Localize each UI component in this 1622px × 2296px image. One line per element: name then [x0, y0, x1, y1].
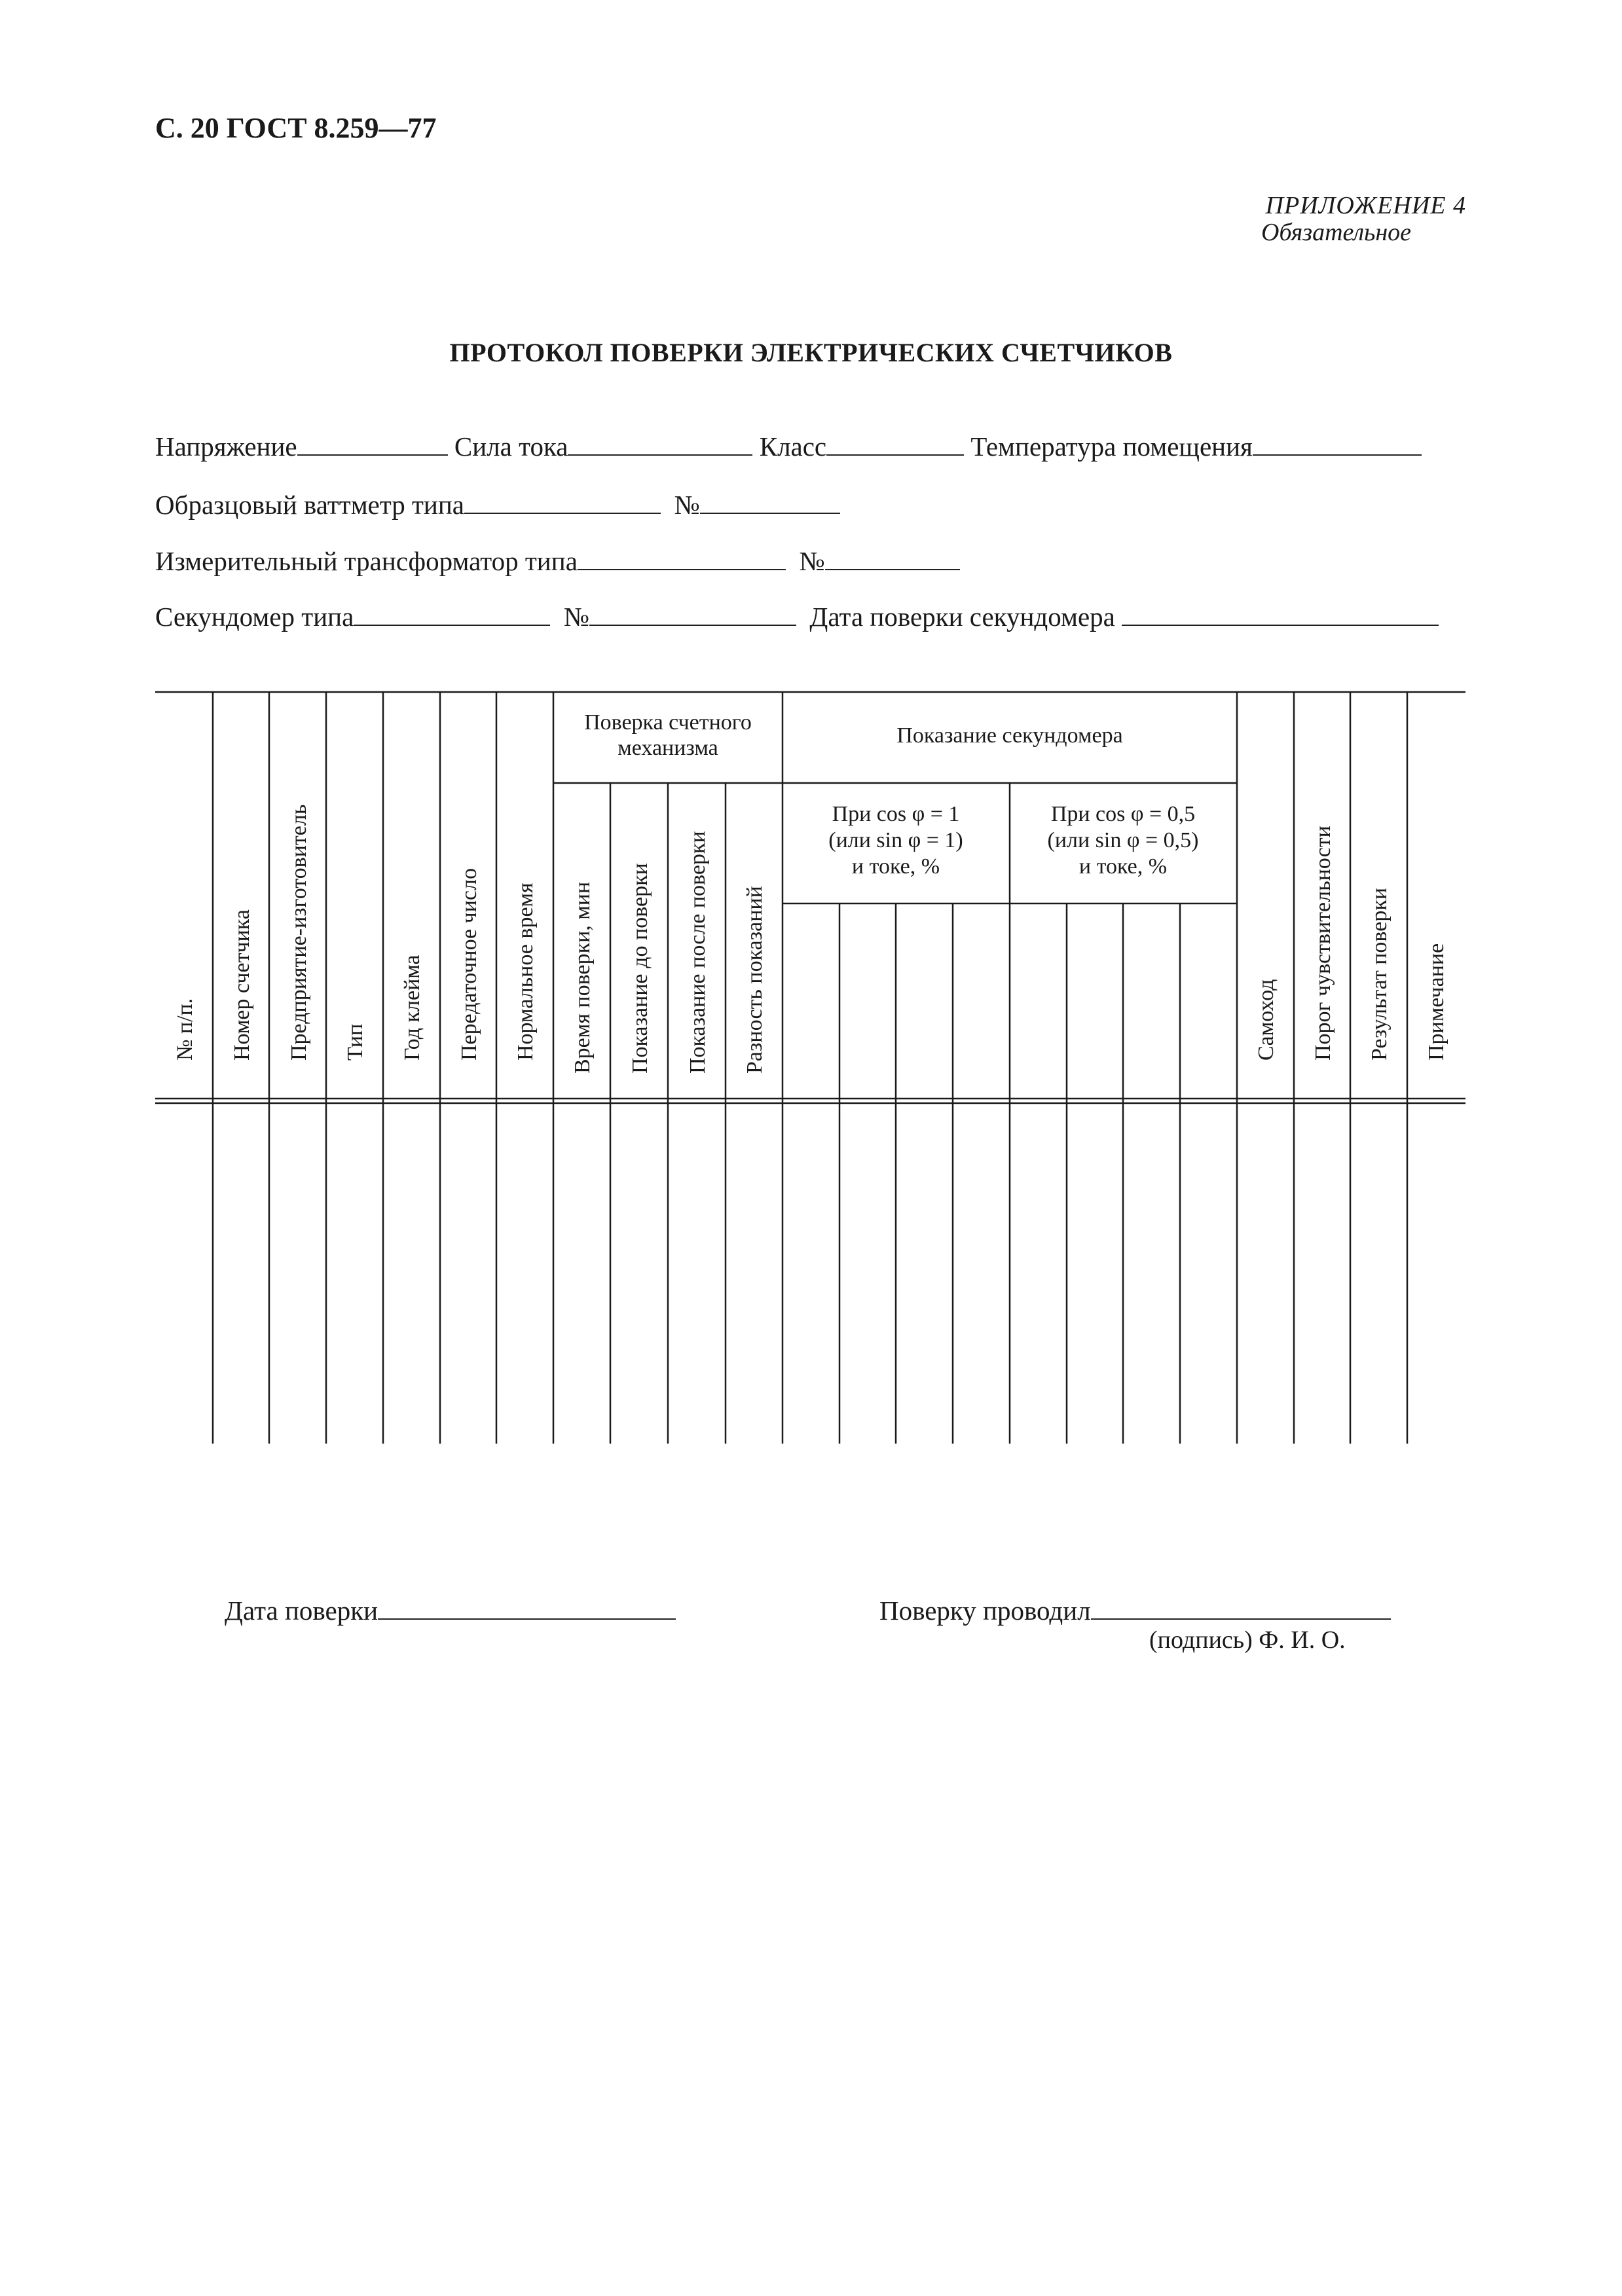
signature-note: (подпись) Ф. И. О. — [1149, 1626, 1346, 1654]
col-sensitivity: Порог чувствительности — [1311, 826, 1335, 1061]
col-time-min: Время поверки, мин — [570, 881, 595, 1074]
performer-field — [879, 1595, 1391, 1626]
col-result: Результат поверки — [1367, 887, 1392, 1061]
room-temp-label: Температура помещения — [970, 431, 1253, 462]
transformer-label: Измерительный трансформатор типа — [155, 546, 578, 576]
sub-cos1-line1: При cos φ = 1 — [832, 802, 960, 826]
col-manufacturer: Предприятие-изготовитель — [287, 804, 311, 1061]
page-header: С. 20 ГОСТ 8.259—77 — [155, 112, 437, 144]
wattmeter-label: Образцовый ваттметр типа — [155, 490, 465, 520]
col-reading-before: Показание до поверки — [628, 863, 652, 1074]
sub-cos1-line2: (или sin φ = 1) — [828, 828, 963, 852]
sub-cos1-line3: и токе, % — [851, 854, 940, 879]
document-title: ПРОТОКОЛ ПОВЕРКИ ЭЛЕКТРИЧЕСКИХ СЧЕТЧИКОВ — [449, 338, 1173, 367]
class-label: Класс — [759, 431, 827, 462]
col-normal-time: Нормальное время — [513, 883, 538, 1061]
performer-label: Поверку проводил — [879, 1595, 1091, 1626]
col-meter-no: Номер счетчика — [230, 909, 254, 1061]
sub-cos05-line3: и токе, % — [1078, 854, 1168, 879]
date-label: Дата поверки — [225, 1595, 378, 1626]
date-field — [225, 1595, 676, 1626]
col-stamp-year: Год клейма — [400, 955, 424, 1061]
appendix-status: Обязательное — [1261, 219, 1412, 246]
group-stopwatch: Показание секундомера — [896, 723, 1123, 748]
col-reading-after: Показание после поверки — [686, 831, 710, 1074]
group-counting-line1: Поверка счетного — [584, 710, 752, 735]
col-note: Примечание — [1424, 943, 1448, 1061]
col-gear-ratio: Передаточное число — [457, 868, 481, 1061]
col-num: № п/п. — [173, 998, 197, 1061]
col-self-running: Самоход — [1254, 979, 1278, 1061]
sub-cos05-line1: При cos φ = 0,5 — [1050, 802, 1196, 826]
voltage-label: Напряжение — [155, 431, 297, 462]
performer-blank[interactable] — [1091, 1595, 1391, 1620]
col-type: Тип — [343, 1023, 367, 1061]
sub-cos05-line2: (или sin φ = 0,5) — [1047, 828, 1199, 852]
col-reading-diff: Разность показаний — [743, 886, 767, 1074]
appendix-number: ПРИЛОЖЕНИЕ 4 — [1265, 192, 1466, 219]
group-counting-line2: механизма — [617, 736, 718, 760]
stopwatch-label: Секундомер типа — [155, 602, 354, 632]
stopwatch-date-label: Дата поверки секундомера — [809, 602, 1115, 632]
current-label: Сила тока — [454, 431, 568, 462]
wattmeter-no-label: № — [674, 490, 700, 520]
stopwatch-no-label: № — [563, 602, 589, 632]
date-blank[interactable] — [378, 1595, 676, 1620]
transformer-no-label: № — [799, 546, 825, 576]
